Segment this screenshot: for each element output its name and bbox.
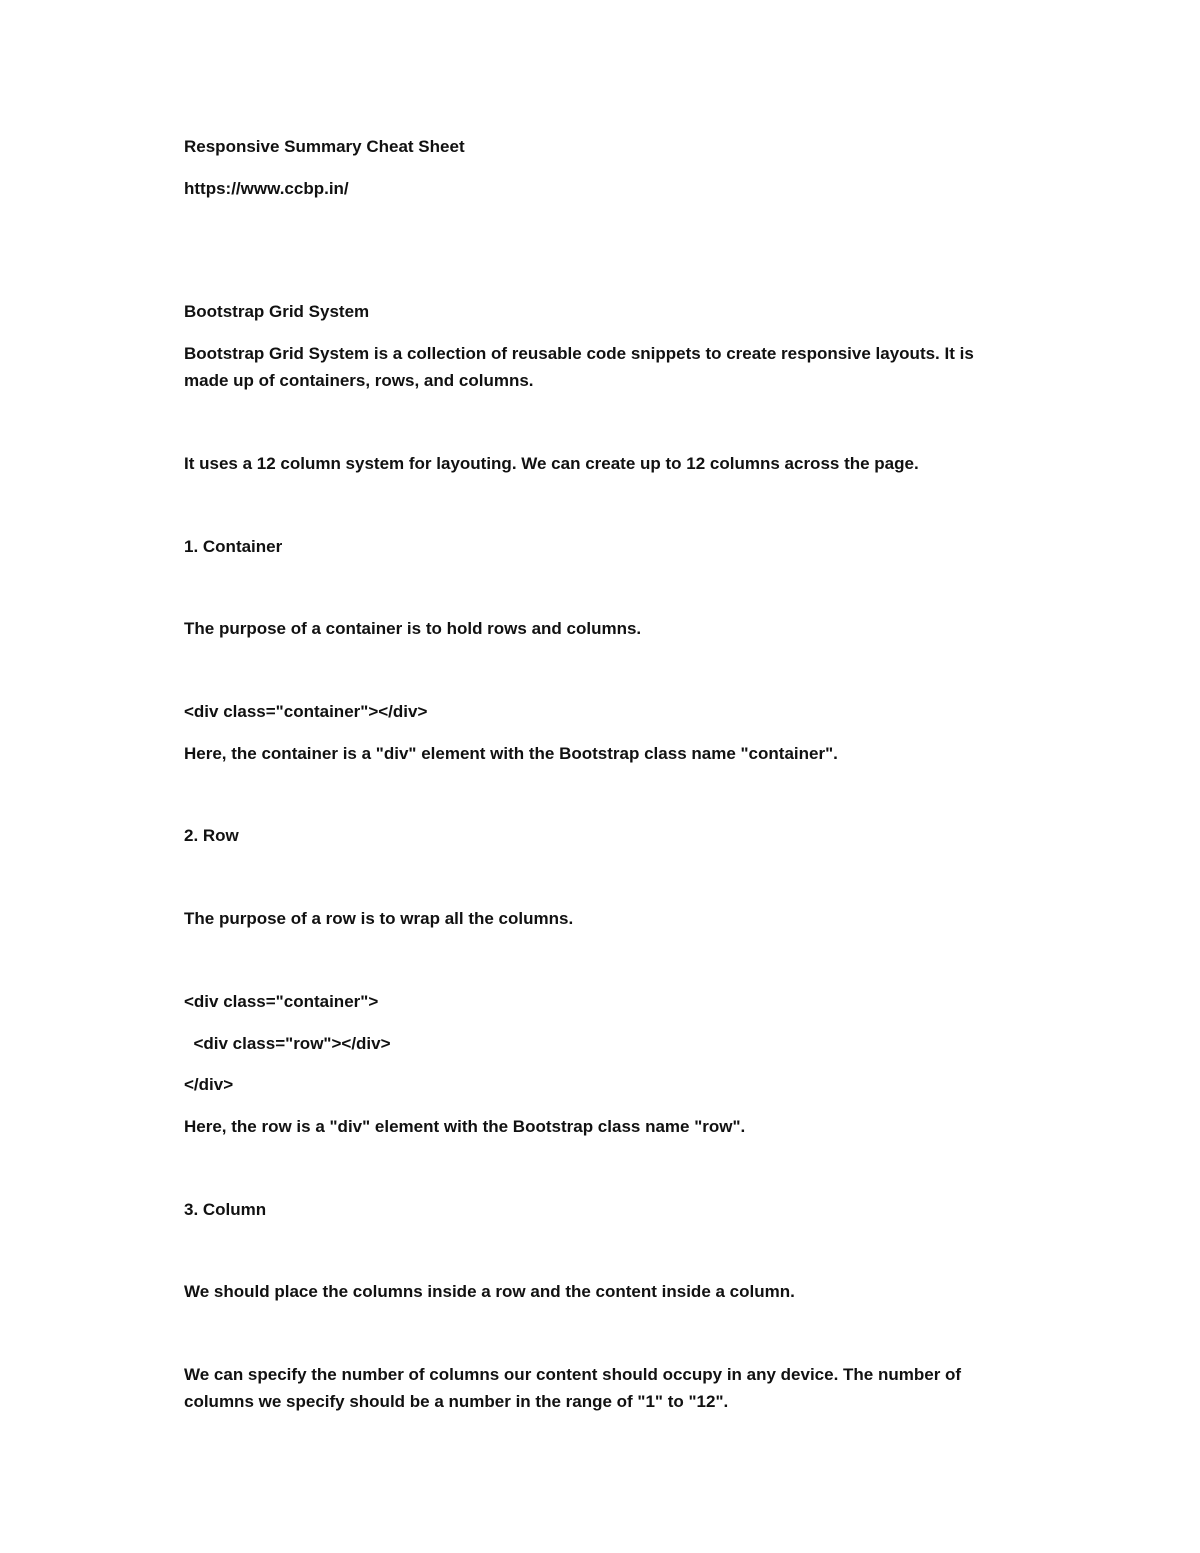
container-explanation: Here, the container is a "div" element with the Bootstrap class name "container". (184, 744, 838, 763)
row-heading: 2. Row (184, 826, 239, 845)
column-spec-line-2: columns we specify should be a number in the range of "1" to "12". (184, 1392, 729, 1411)
document-title: Responsive Summary Cheat Sheet (184, 137, 465, 156)
column-heading: 3. Column (184, 1200, 267, 1219)
section-heading: Bootstrap Grid System (184, 302, 370, 321)
row-code-line-3: </div> (184, 1075, 234, 1094)
grid-info: It uses a 12 column system for layouting. We can create up to 12 columns across the page. (184, 454, 919, 473)
column-spec-line-1: We can specify the number of columns our content should occupy in any device. The number of (184, 1365, 962, 1384)
intro-line-2: made up of containers, rows, and columns. (184, 371, 534, 390)
container-purpose: The purpose of a container is to hold rows and columns. (184, 619, 642, 638)
container-code: <div class="container"></div> (184, 702, 428, 721)
column-placement: We should place the columns inside a row and the content inside a column. (184, 1282, 795, 1301)
row-code-line-2: <div class="row"></div> (184, 1034, 391, 1053)
row-code-line-1: <div class="container"> (184, 992, 379, 1011)
container-heading: 1. Container (184, 537, 283, 556)
row-purpose: The purpose of a row is to wrap all the columns. (184, 909, 574, 928)
intro-line-1: Bootstrap Grid System is a collection of reusable code snippets to create responsive layouts. It is (184, 344, 974, 363)
document-url: https://www.ccbp.in/ (184, 179, 349, 198)
row-explanation: Here, the row is a "div" element with the Bootstrap class name "row". (184, 1117, 746, 1136)
